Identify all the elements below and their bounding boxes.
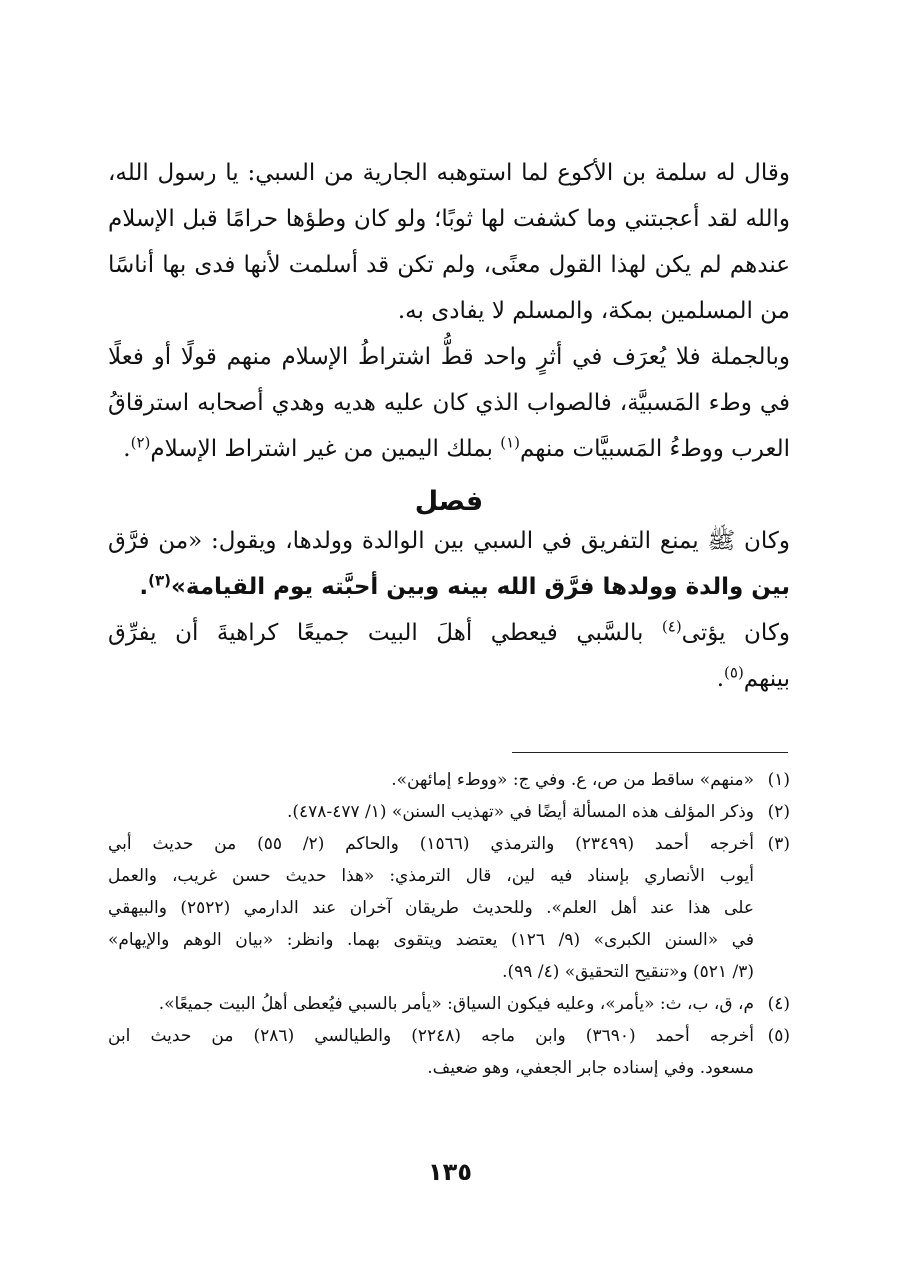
footnote-1 [108,764,790,796]
footnote-marker: (٤) [661,617,682,636]
footnote-marker: (٢) [130,433,151,452]
footnote-line: «منهم» ساقط من ص، ع. وفي ج: «ووطء إمائهن». [391,770,754,790]
text-line: عندهم لم يكن لهذا القول معنًى، ولم تكن قد أسلمت لأنها فدى بها أناسًا [108,252,790,278]
footnotes [108,764,790,1084]
footnote-line: أخرجه أحمد (٣٦٩٠) وابن ماجه (٢٢٤٨) والطيالسي (٢٨٦) من حديث ابن [108,1026,754,1046]
footnote-line: وذكر المؤلف هذه المسألة أيضًا في «تهذيب السنن» (١/ ٤٧٧-٤٧٨). [287,802,754,822]
text-line: وقال له سلمة بن الأكوع لما استوهبه الجارية من السبي: يا رسول الله، [108,160,790,186]
text-line: والله لقد أعجبتني وما كشفت لها ثوبًا؛ ولو كان وطؤها حرامًا قبل الإسلام [108,206,790,232]
text-fragment: بينهم [743,666,790,692]
text-fragment: العرب ووطءُ المَسبيَّات منهم [520,436,790,462]
footnote-number: (٤) [767,994,790,1014]
main-text [108,150,790,702]
text-line [108,426,790,472]
text-line: وبالجملة فلا يُعرَف في أثرٍ واحد قطُّ اشتراطُ الإسلام منهم قولًا أو فعلًا [108,344,790,370]
footnote-separator [512,752,788,753]
text-line [108,564,790,610]
text-fragment: . [716,666,725,692]
text-fragment: . [139,574,149,600]
footnote-5 [108,1020,790,1084]
footnote-line: على هذا عند أهل العلم». وللحديث طريقان آخران عند الدارمي (٢٥٢٢) والبيهقي [108,898,754,918]
text-line: في وطء المَسبيَّة، فالصواب الذي كان عليه هديه وهدي أصحابه استرقاقُ [108,390,790,416]
footnote-line: م، ق، ب، ث: «يأمر»، وعليه فيكون السياق: «يأمر بالسبي فيُعطى أهلُ البيت جميعًا». [158,994,754,1014]
paragraph-2 [108,334,790,472]
paragraph-1 [108,150,790,334]
hadith-text: بين والدة وولدها فرَّق الله بينه وبين أحبَّته يوم القيامة» [171,574,790,600]
footnote-4 [108,988,790,1020]
paragraph-3 [108,518,790,610]
text-line: من المسلمين بمكة، والمسلم لا يفادى به. [397,298,790,324]
footnote-number: (٢) [767,802,790,822]
text-fragment: . [123,436,131,462]
footnote-line: (٣/ ٥٢١) و«تنقيح التحقيق» (٤/ ٩٩). [502,962,754,982]
footnote-number: (٥) [767,1026,790,1046]
footnote-number: (٣) [767,834,790,854]
footnote-line: مسعود. وفي إسناده جابر الجعفي، وهو ضعيف. [427,1058,754,1078]
text-line [108,656,790,702]
footnote-line: أخرجه أحمد (٢٣٤٩٩) والترمذي (١٥٦٦) والحاكم (٢/ ٥٥) من حديث أبي [108,834,754,854]
page-number: ١٣٥ [428,1158,472,1186]
footnote-2 [108,796,790,828]
footnote-line: أيوب الأنصاري بإسناد فيه لين، قال الترمذي: «هذا حديث حسن غريب، والعمل [108,866,754,886]
text-fragment: بملك اليمين من غير اشتراط الإسلام [150,436,501,462]
footnote-number: (١) [767,770,790,790]
text-line: وكان ﷺ يمنع التفريق في السبي بين الوالدة وولدها، ويقول: «من فرَّق [108,528,790,554]
footnote-marker: (٥) [724,663,744,682]
section-heading: فصل [414,486,484,517]
text-fragment: وكان يؤتى [681,620,790,646]
footnote-marker: (١) [500,433,520,452]
text-line [108,610,790,656]
footnote-line: في «السنن الكبرى» (٩/ ١٢٦) يعتضد ويتقوى بهما. وانظر: «بيان الوهم والإيهام» [108,930,754,950]
text-fragment: بالسَّبي فيعطي أهلَ البيت جميعًا كراهيةَ أن يفرِّق [108,620,662,646]
footnote-3 [108,828,790,988]
footnote-marker: (٣) [148,571,172,590]
paragraph-4 [108,610,790,702]
